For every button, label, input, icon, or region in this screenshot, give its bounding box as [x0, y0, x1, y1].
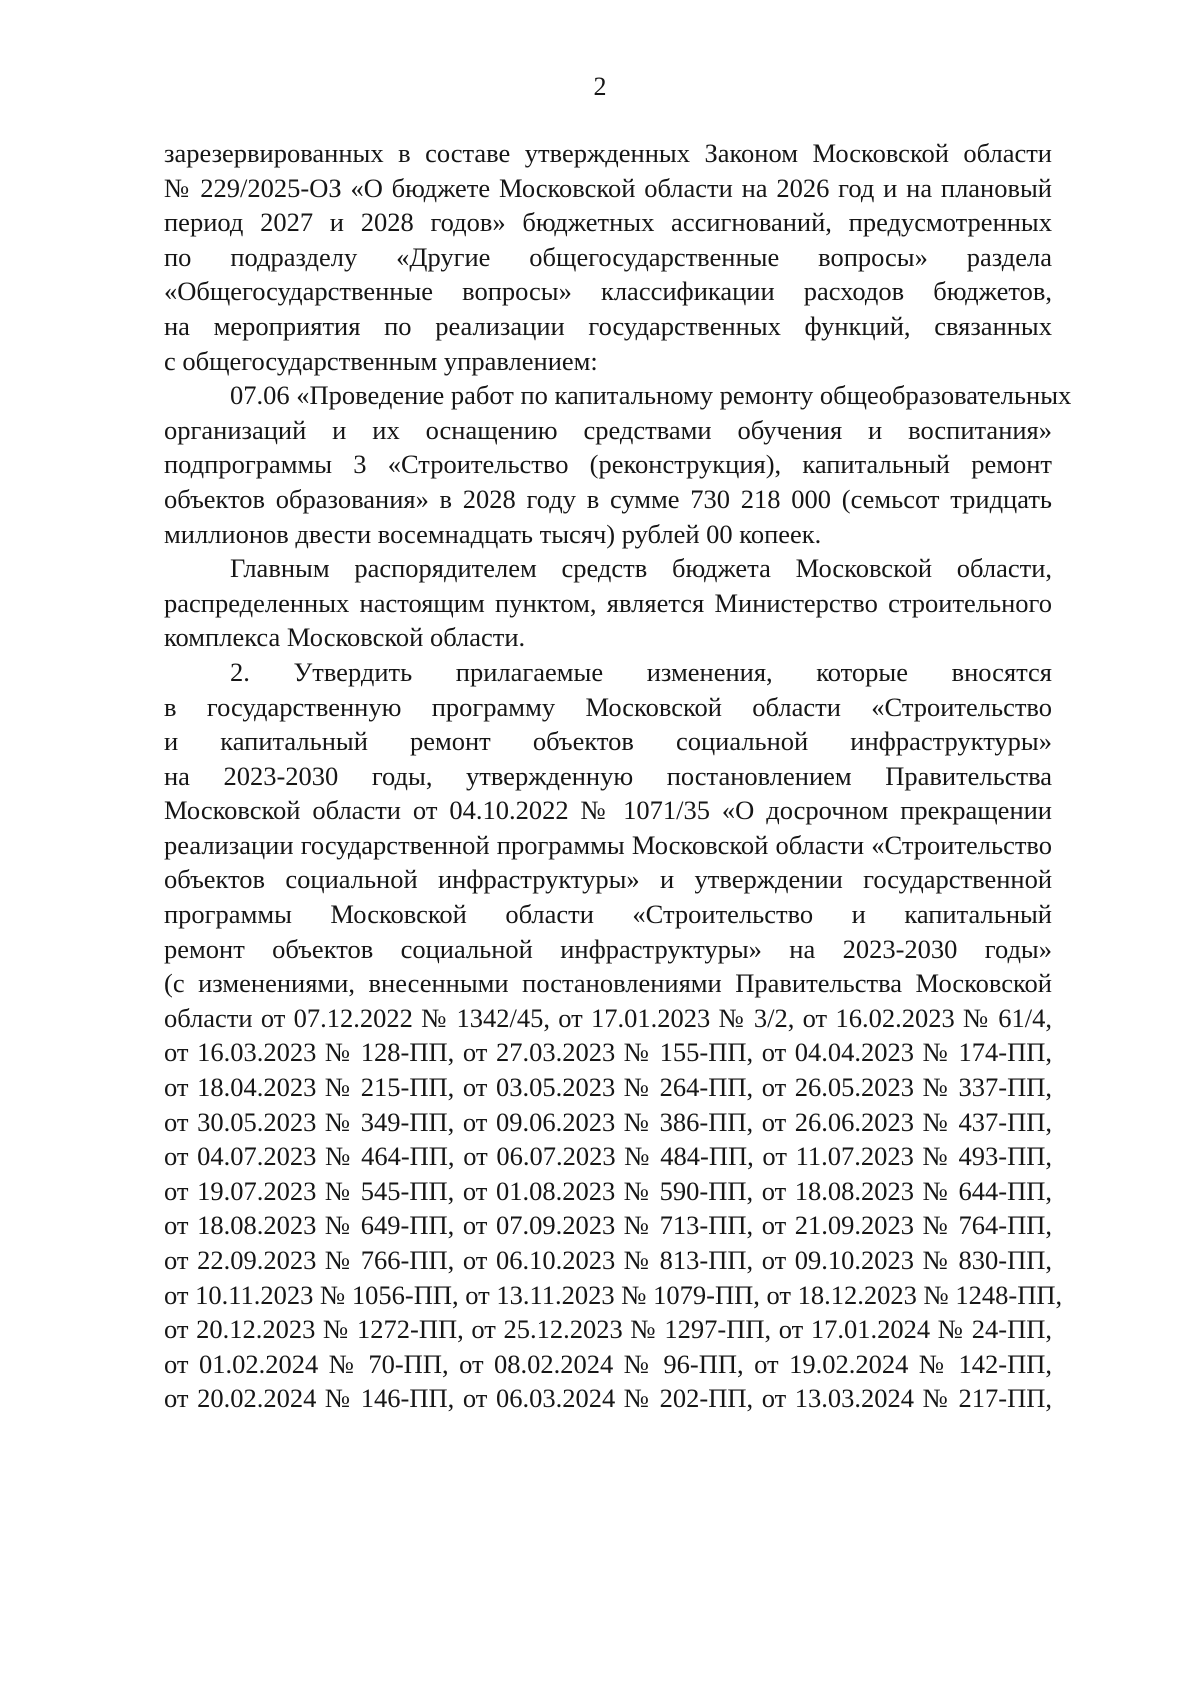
- text-line: период 2027 и 2028 годов» бюджетных ассигнований, предусмотренных: [164, 207, 1052, 238]
- text-line: распределенных настоящим пунктом, является Министерство строительного: [164, 587, 1052, 618]
- text-line: от 19.07.2023 № 545-ПП, от 01.08.2023 № 590-ПП, от 18.08.2023 № 644-ПП,: [164, 1175, 1052, 1206]
- text-line: объектов социальной инфраструктуры» и утверждении государственной: [164, 864, 1052, 895]
- text-line: от 04.07.2023 № 464-ПП, от 06.07.2023 № 484-ПП, от 11.07.2023 № 493-ПП,: [164, 1141, 1052, 1172]
- text-line: от 18.08.2023 № 649-ПП, от 07.09.2023 № 713-ПП, от 21.09.2023 № 764-ПП,: [164, 1210, 1052, 1241]
- text-line: Главным распорядителем средств бюджета Московской области,: [230, 553, 1052, 584]
- text-line: (с изменениями, внесенными постановлениями Правительства Московской: [164, 968, 1052, 999]
- text-line: ремонт объектов социальной инфраструктуры» на 2023-2030 годы»: [164, 933, 1052, 964]
- text-line: по подразделу «Другие общегосударственные вопросы» раздела: [164, 241, 1052, 272]
- text-line: организаций и их оснащению средствами обучения и воспитания»: [164, 414, 1052, 445]
- text-line: комплекса Московской области.: [164, 622, 526, 653]
- text-line: «Общегосударственные вопросы» классификации расходов бюджетов,: [164, 276, 1052, 307]
- paragraph: [164, 551, 1052, 655]
- text-line: от 16.03.2023 № 128-ПП, от 27.03.2023 № 155-ПП, от 04.04.2023 № 174-ПП,: [164, 1037, 1052, 1068]
- text-line: 2. Утвердить прилагаемые изменения, которые вносятся: [230, 656, 1052, 687]
- text-line: и капитальный ремонт объектов социальной инфраструктуры»: [164, 726, 1052, 757]
- text-line: на 2023-2030 годы, утвержденную постановлением Правительства: [164, 760, 1052, 791]
- paragraph: [164, 136, 1052, 378]
- text-line: от 20.02.2024 № 146-ПП, от 06.03.2024 № 202-ПП, от 13.03.2024 № 217-ПП,: [164, 1383, 1052, 1414]
- text-line: зарезервированных в составе утвержденных Законом Московской области: [164, 138, 1052, 168]
- text-line: с общегосударственным управлением:: [164, 345, 598, 376]
- paragraph: [164, 378, 1072, 551]
- page-number: 2: [593, 72, 607, 101]
- text-line: № 229/2025-ОЗ «О бюджете Московской области на 2026 год и на плановый: [164, 172, 1052, 203]
- text-line: программы Московской области «Строительство и капитальный: [164, 899, 1052, 930]
- text-line: от 22.09.2023 № 766-ПП, от 06.10.2023 № 813-ПП, от 09.10.2023 № 830-ПП,: [164, 1245, 1052, 1275]
- text-line: реализации государственной программы Московской области «Строительство: [164, 829, 1052, 860]
- text-line: от 10.11.2023 № 1056-ПП, от 13.11.2023 № 1079-ПП, от 18.12.2023 № 1248-ПП,: [164, 1279, 1063, 1310]
- text-line: Московской области от 04.10.2022 № 1071/35 «О досрочном прекращении: [164, 795, 1052, 826]
- text-line: в государственную программу Московской области «Строительство: [164, 691, 1052, 722]
- text-line: от 01.02.2024 № 70-ПП, от 08.02.2024 № 96-ПП, от 19.02.2024 № 142-ПП,: [164, 1348, 1052, 1379]
- text-line: на мероприятия по реализации государственных функций, связанных: [164, 310, 1052, 341]
- text-line: объектов образования» в 2028 году в сумме 730 218 000 (семьсот тридцать: [164, 483, 1052, 514]
- text-line: подпрограммы 3 «Строительство (реконструкция), капитальный ремонт: [164, 449, 1052, 480]
- paragraph: [164, 655, 1063, 1416]
- text-line: области от 07.12.2022 № 1342/45, от 17.01.2023 № 3/2, от 16.02.2023 № 61/4,: [164, 1002, 1052, 1033]
- text-line: 07.06 «Проведение работ по капитальному ремонту общеобразовательных: [230, 380, 1072, 411]
- text-line: миллионов двести восемнадцать тысяч) рублей 00 копеек.: [164, 518, 822, 549]
- document-body: [164, 136, 1072, 1416]
- text-line: от 30.05.2023 № 349-ПП, от 09.06.2023 № 386-ПП, от 26.06.2023 № 437-ПП,: [164, 1106, 1052, 1137]
- text-line: от 20.12.2023 № 1272-ПП, от 25.12.2023 № 1297-ПП, от 17.01.2024 № 24-ПП,: [164, 1314, 1052, 1345]
- text-line: от 18.04.2023 № 215-ПП, от 03.05.2023 № 264-ПП, от 26.05.2023 № 337-ПП,: [164, 1072, 1052, 1103]
